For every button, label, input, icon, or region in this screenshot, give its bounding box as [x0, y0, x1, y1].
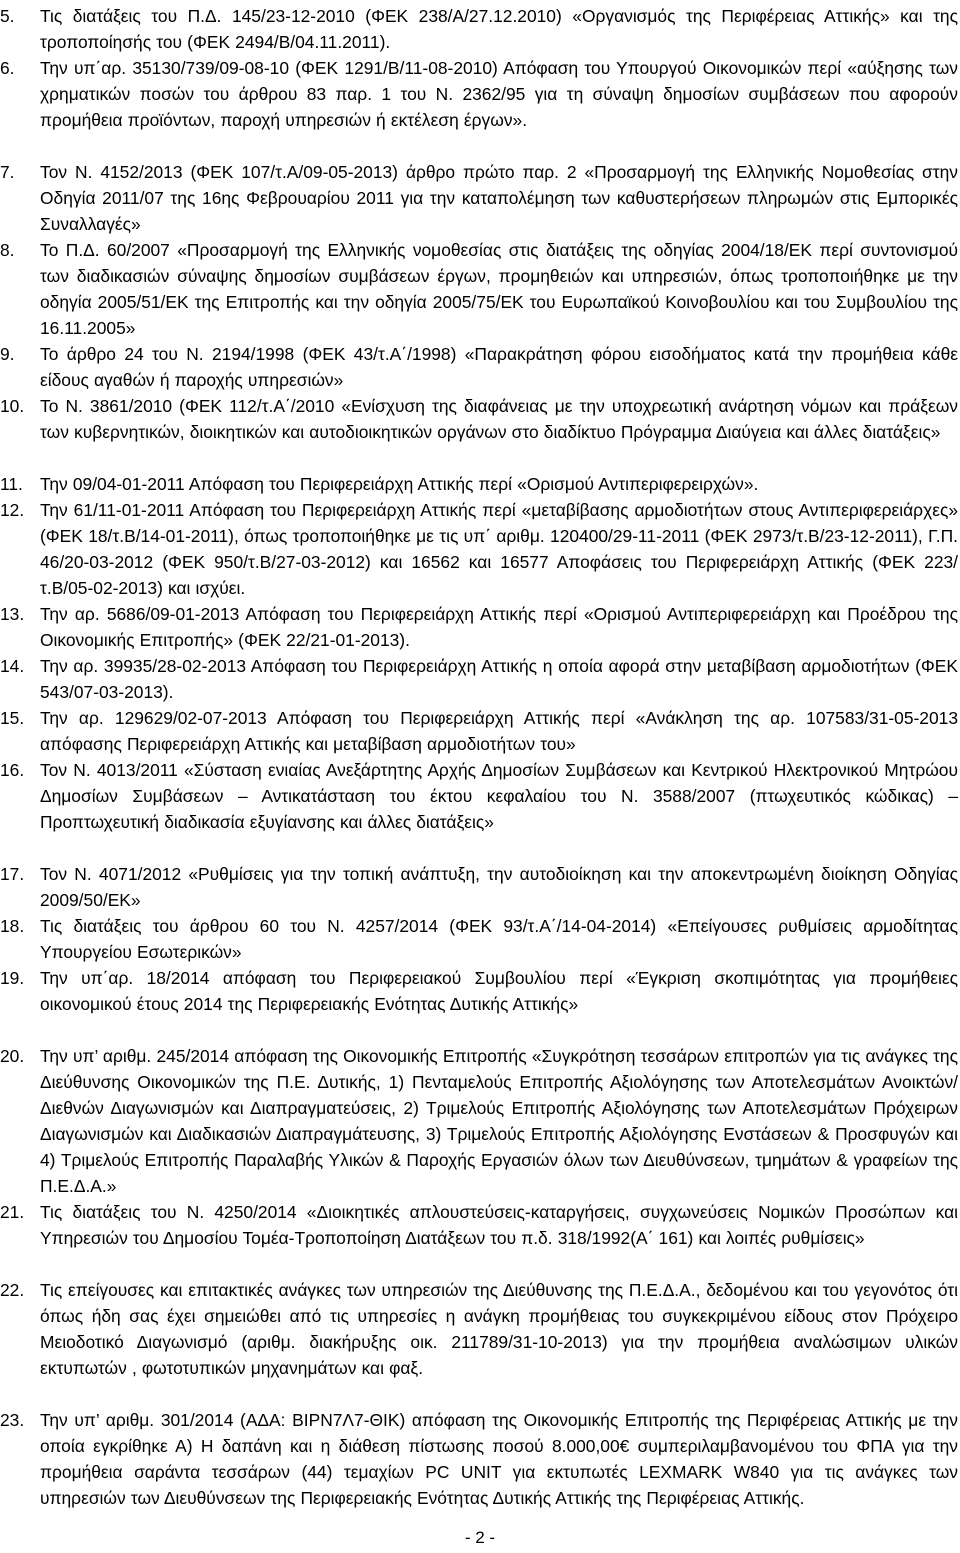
item-text: Την αρ. 129629/02-07-2013 Απόφαση του Περιφερειάρχη Αττικής περί «Ανάκληση της αρ. 107583/31-05-2013 απόφασης Περιφερειάρχη Αττικής και μεταβίβαση αρμοδιοτήτων του» — [40, 708, 958, 754]
item-text: Τις διατάξεις του Ν. 4250/2014 «Διοικητικές απλουστεύσεις-καταργήσεις, συγχωνεύσεις Νομικών Προσώπων και Υπηρεσιών του Δημοσίου Τομέα-Τροποποίηση Διατάξεων του π.δ. 318/1992(Α΄ 161) και λοιπές ρυθμίσεις» — [40, 1202, 958, 1248]
item-number: 23. — [0, 1410, 25, 1430]
item-text: Το άρθρο 24 του Ν. 2194/1998 (ΦΕΚ 43/τ.Α΄/1998) «Παρακράτηση φόρου εισοδήματος κατά την προμήθεια κάθε είδους αγαθών ή παροχής υπηρεσιών» — [40, 344, 958, 390]
item-number: 17. — [0, 864, 25, 884]
item-number: 12. — [0, 500, 25, 520]
list-item-12 — [0, 498, 960, 602]
item-number: 18. — [0, 916, 25, 936]
list-item-10 — [0, 394, 960, 446]
list-item-19 — [0, 966, 960, 1018]
list-item-17 — [0, 862, 960, 914]
item-number: 7. — [0, 162, 15, 182]
item-number: 5. — [0, 6, 15, 26]
item-number: 6. — [0, 58, 15, 78]
item-text: Τον Ν. 4071/2012 «Ρυθμίσεις για την τοπική ανάπτυξη, την αυτοδιοίκηση και την αποκεντρωμένη διοίκηση Οδηγίας 2009/50/ΕΚ» — [40, 864, 958, 910]
item-text: Τις διατάξεις του άρθρου 60 του Ν. 4257/2014 (ΦΕΚ 93/τ.Α΄/14-04-2014) «Επείγουσες ρυθμίσεις αρμοδίτητας Υπουργείου Εσωτερικών» — [40, 916, 958, 962]
item-text: Τις διατάξεις του Π.Δ. 145/23-12-2010 (ΦΕΚ 238/Α/27.12.2010) «Οργανισμός της Περιφέρειας Αττικής» και της τροποποίησής του (ΦΕΚ 2494/Β/04.11.2011). — [40, 6, 958, 52]
list-item-18 — [0, 914, 960, 966]
item-number: 15. — [0, 708, 25, 728]
list-item-23 — [0, 1408, 960, 1512]
item-text: Την 09/04-01-2011 Απόφαση του Περιφερειάρχη Αττικής περί «Ορισμού Αντιπεριφερειρχών». — [40, 474, 759, 494]
item-number: 11. — [0, 474, 23, 494]
item-number: 10. — [0, 396, 25, 416]
list-item-11 — [0, 472, 960, 498]
item-text: Την υπ’ αριθμ. 301/2014 (ΑΔΑ: ΒΙΡΝ7Λ7-ΘΙΚ) απόφαση της Οικονομικής Επιτροπής της Περιφέρειας Αττικής με την οποία εγκρίθηκε Α) Η δαπάνη και η διάθεση πίστωσης ποσού 8.000,00€ συμπεριλαμβανομένου του ΦΠΑ για την προμήθεια σαράντα τεσσάρων (44) τεμαχίων PC UNIT για εκτυπωτές LEXMARK W840 για τις ανάγκες των υπηρεσιών των Διευθύνσεων της Περιφερειακής Ενότητας Δυτικής Αττικής της Περιφέρειας Αττικής. — [40, 1410, 958, 1508]
item-number: 8. — [0, 240, 15, 260]
item-text: Την υπ΄αρ. 35130/739/09-08-10 (ΦΕΚ 1291/Β/11-08-2010) Απόφαση του Υπουργού Οικονομικών περί «αύξησης των χρηματικών ποσών του άρθρου 83 παρ. 1 του Ν. 2362/95 για τη σύναψη δημοσίων συμβάσεων που αφορούν προμήθεια προϊόντων, παροχή υπηρεσιών ή εκτέλεση έργων». — [40, 58, 958, 130]
item-text: Τον Ν. 4152/2013 (ΦΕΚ 107/τ.Α/09-05-2013) άρθρο πρώτο παρ. 2 «Προσαρμογή της Ελληνικής Νομοθεσίας στην Οδηγία 2011/07 της 16ης Φεβρουαρίου 2011 για την καταπολέμηση των καθυστερήσεων πληρωμών στις Εμπορικές Συναλλαγές» — [40, 162, 958, 234]
list-item-7 — [0, 160, 960, 238]
list-item-5 — [0, 4, 960, 56]
item-number: 22. — [0, 1280, 25, 1300]
item-text: Την αρ. 39935/28-02-2013 Απόφαση του Περιφερειάρχη Αττικής η οποία αφορά στην μεταβίβαση αρμοδιοτήτων (ΦΕΚ 543/07-03-2013). — [40, 656, 958, 702]
item-text: Την 61/11-01-2011 Απόφαση του Περιφερειάρχη Αττικής περί «μεταβίβασης αρμοδιοτήτων στους Αντιπεριφερειάρχες» (ΦΕΚ 18/τ.Β/14-01-2011), όπως τροποποιήθηκε με τις υπ΄ αριθμ. 120400/29-11-2011 (ΦΕΚ 2973/τ.Β/23-12-2011), Γ.Π. 46/20-03-2012 (ΦΕΚ 950/τ.Β/27-03-2012) και 16562 και 16577 Αποφάσεις του Περιφερειάρχη Αττικής (ΦΕΚ 223/τ.Β/05-02-2013) και ισχύει. — [40, 500, 958, 598]
item-number: 21. — [0, 1202, 25, 1222]
item-number: 19. — [0, 968, 25, 988]
item-text: Τον Ν. 4013/2011 «Σύσταση ενιαίας Ανεξάρτητης Αρχής Δημοσίων Συμβάσεων και Κεντρικού Ηλεκτρονικού Μητρώου Δημοσίων Συμβάσεων – Αντικατάσταση του έκτου κεφαλαίου του Ν. 3588/2007 (πτωχευτικός κώδικας) – Προπτωχευτική διαδικασία εξυγίανσης και άλλες διατάξεις» — [40, 760, 958, 832]
list-item-14 — [0, 654, 960, 706]
list-item-20 — [0, 1044, 960, 1199]
list-item-22 — [0, 1278, 960, 1382]
list-item-6 — [0, 56, 960, 134]
item-text: Την υπ’ αριθμ. 245/2014 απόφαση της Οικονομικής Επιτροπής «Συγκρότηση τεσσάρων επιτροπών για τις ανάγκες της Διεύθυνσης Οικονομικών της Π.Ε. Δυτικής, 1) Πενταμελούς Επιτροπής Αξιολόγησης των Αποτελεσμάτων Ανοικτών/Διεθνών Διαγωνισμών και Διαπραγματεύσεις, 2) Τριμελούς Επιτροπής Αξιολόγησης των Αποτελεσμάτων Πρόχειρων Διαγωνισμών και Διαδικασιών Διαπραγμάτευσης, 3) Τριμελούς Επιτροπής Αξιολόγησης Ενστάσεων & Προσφυγών και 4) Τριμελούς Επιτροπής Παραλαβής Υλικών & Παροχής Εργασιών όλων των Διευθύνσεων, τμημάτων & γραφείων της Π.Ε.Δ.Α.» — [40, 1046, 958, 1196]
item-number: 14. — [0, 656, 25, 676]
list-item-21 — [0, 1200, 960, 1252]
item-number: 20. — [0, 1046, 25, 1066]
item-text: Το Ν. 3861/2010 (ΦΕΚ 112/τ.Α΄/2010 «Ενίσχυση της διαφάνειας με την υποχρεωτική ανάρτηση νόμων και πράξεων των κυβερνητικών, διοικητικών και αυτοδιοικητικών οργάνων στο διαδίκτυο Πρόγραμμα Διαύγεια και άλλες διατάξεις» — [40, 396, 958, 442]
item-number: 13. — [0, 604, 25, 624]
item-text: Την αρ. 5686/09-01-2013 Απόφαση του Περιφερειάρχη Αττικής περί «Ορισμού Αντιπεριφερειάρχη και Προέδρου της Οικονομικής Επιτροπής» (ΦΕΚ 22/21-01-2013). — [40, 604, 958, 650]
list-item-13 — [0, 602, 960, 654]
item-text: Το Π.Δ. 60/2007 «Προσαρμογή της Ελληνικής νομοθεσίας στις διατάξεις της οδηγίας 2004/18/ΕΚ περί συντονισμού των διαδικασιών σύναψης δημοσίων συμβάσεων έργων, προμηθειών και υπηρεσιών, όπως τροποποιήθηκε με την οδηγία 2005/51/ΕΚ της Επιτροπής και την οδηγία 2005/75/ΕΚ του Ευρωπαϊκού Κοινοβουλίου και του Συμβουλίου της 16.11.2005» — [40, 240, 958, 338]
list-item-8 — [0, 238, 960, 342]
list-item-15 — [0, 706, 960, 758]
item-number: 9. — [0, 344, 15, 364]
item-text: Τις επείγουσες και επιτακτικές ανάγκες των υπηρεσιών της Διεύθυνσης της Π.Ε.Δ.Α., δεδομένου και του γεγονότος ότι όπως ήδη σας έχει σημειώθει από τις υπηρεσίες η ανάγκη προμήθειας του συγκεκριμένου είδους στον Πρόχειρο Μειοδοτικό Διαγωνισμό (αριθμ. διακήρυξης οικ. 211789/31-10-2013) για την προμήθεια αναλώσιμων υλικών εκτυπωτών , φωτοτυπικών μηχανημάτων και φαξ. — [40, 1280, 958, 1378]
list-item-16 — [0, 758, 960, 836]
item-text: Την υπ΄αρ. 18/2014 απόφαση του Περιφερειακού Συμβουλίου περί «Έγκριση σκοπιμότητας για προμήθειες οικονομικού έτους 2014 της Περιφερειακής Ενότητας Δυτικής Αττικής» — [40, 968, 958, 1014]
item-number: 16. — [0, 760, 25, 780]
page-number: - 2 - — [464, 1528, 496, 1547]
list-item-9 — [0, 342, 960, 394]
